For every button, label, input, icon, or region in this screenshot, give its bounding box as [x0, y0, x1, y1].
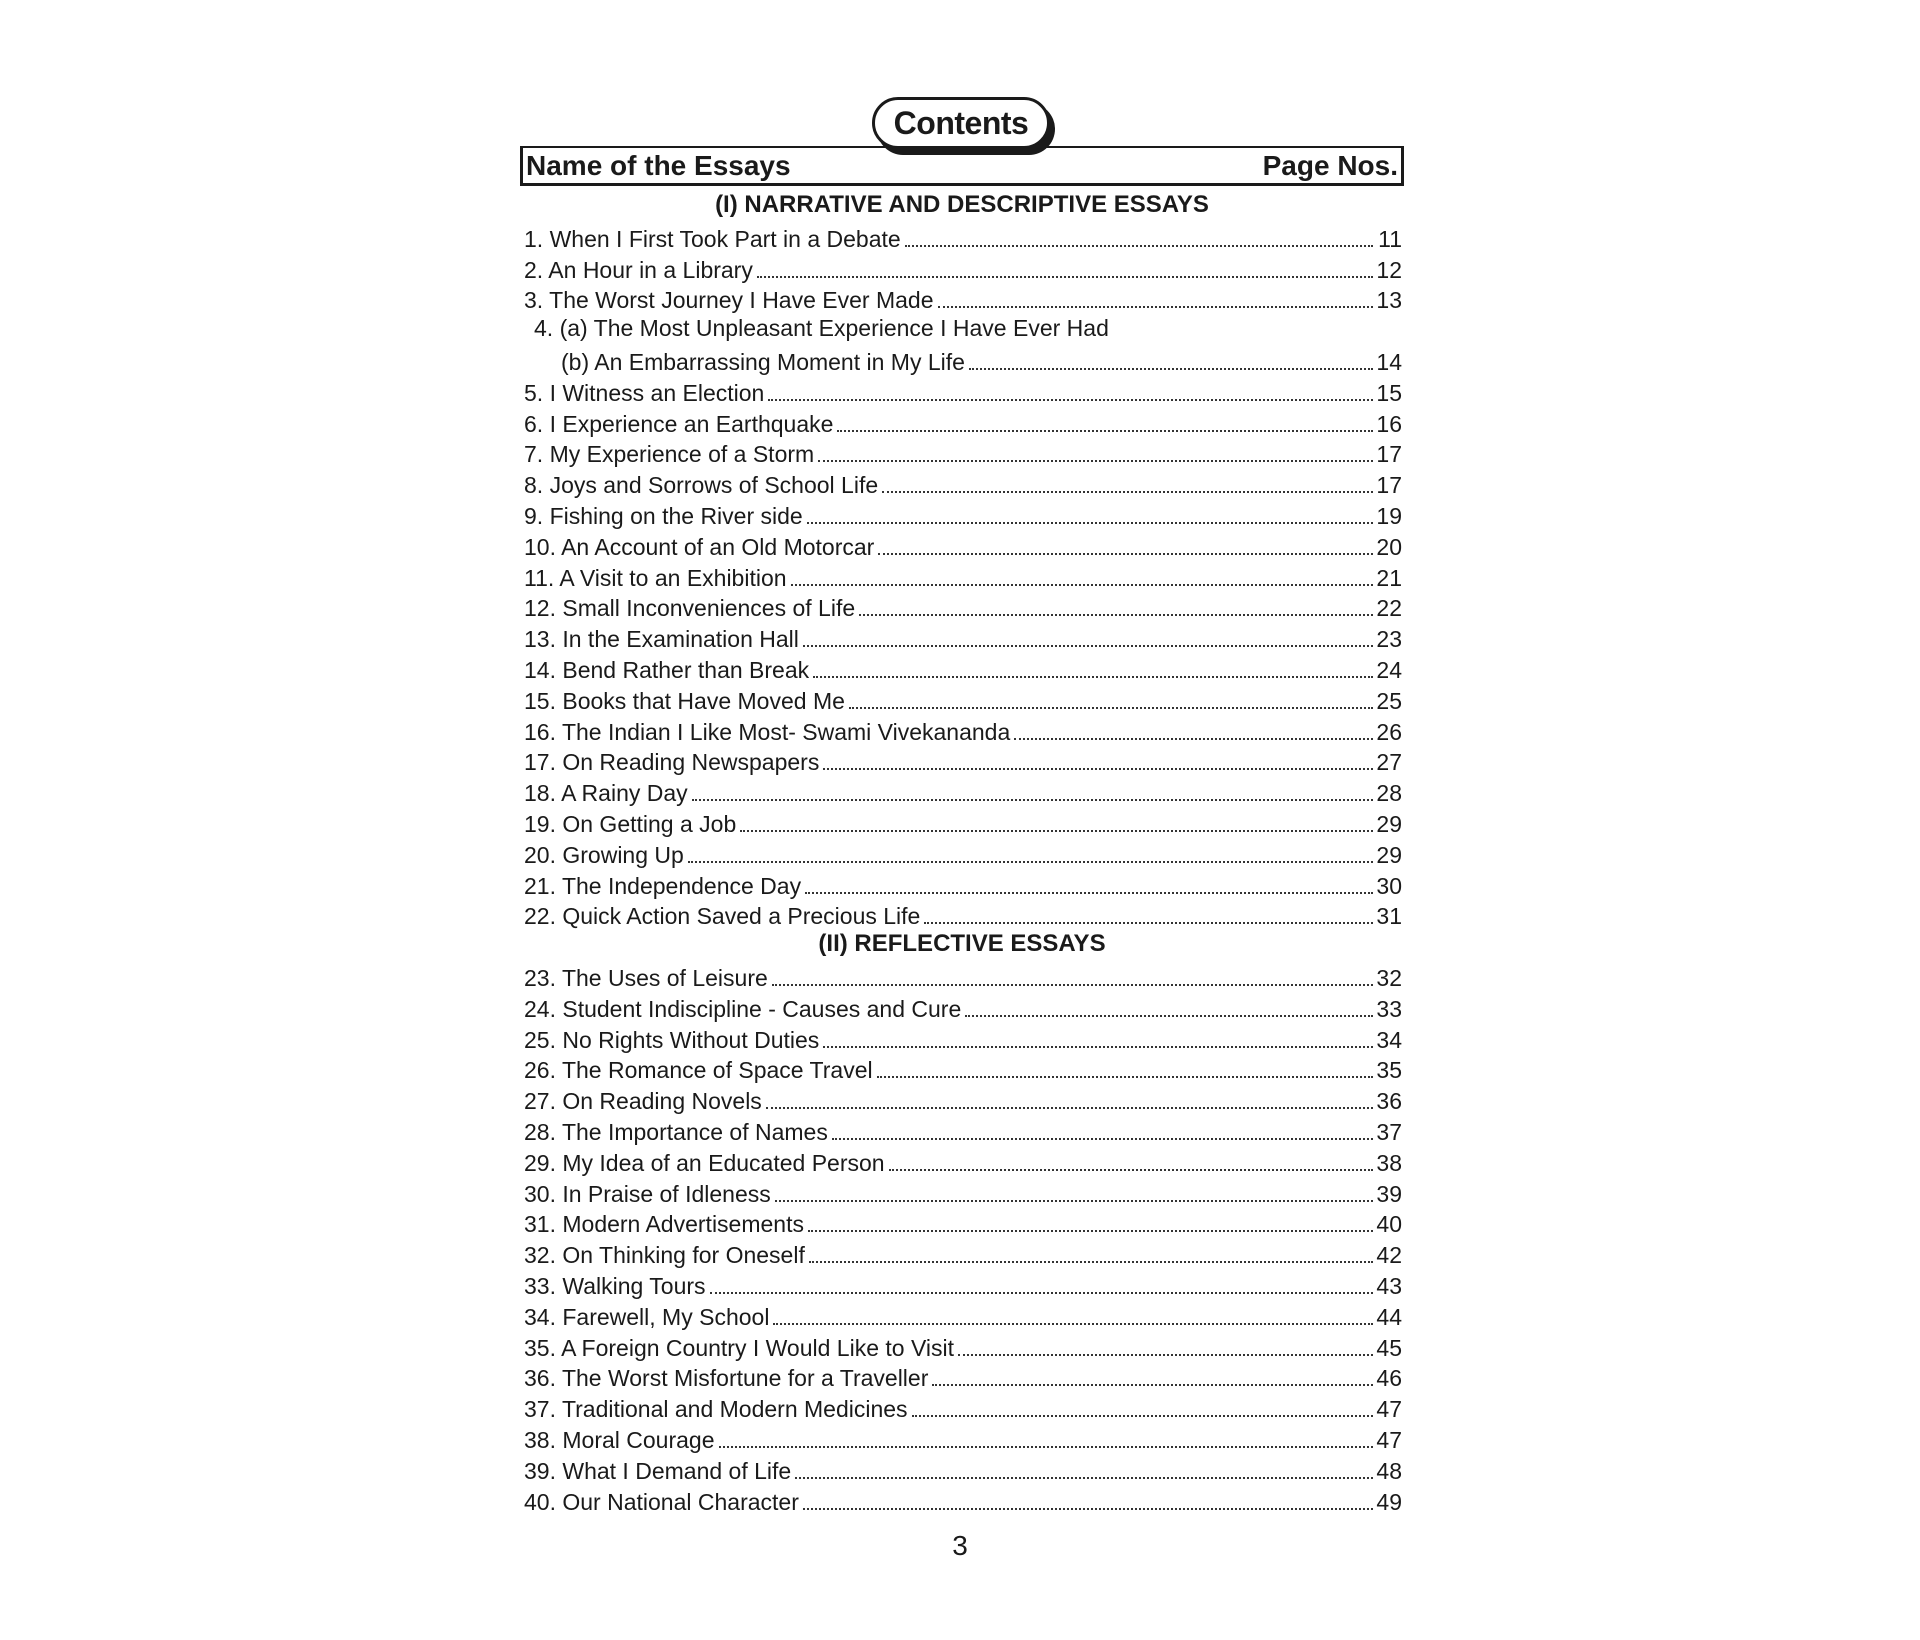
- toc-entry-page: 30: [1376, 872, 1402, 899]
- toc-entry-page: 15: [1376, 379, 1402, 406]
- toc-entry-page: 13: [1376, 287, 1402, 314]
- toc-entry-title: 20. Growing Up: [524, 841, 684, 868]
- toc-entry: [524, 221, 1402, 252]
- toc-entry-page: 47: [1376, 1396, 1402, 1423]
- dot-leader: [823, 1046, 1373, 1048]
- dot-leader: [878, 553, 1373, 555]
- dot-leader: [849, 707, 1373, 709]
- dot-leader: [772, 984, 1373, 986]
- toc-entry: [524, 498, 1402, 529]
- toc-entry: [524, 1052, 1402, 1083]
- dot-leader: [965, 1015, 1373, 1017]
- dot-leader: [688, 861, 1373, 863]
- toc-entry-title: 35. A Foreign Country I Would Like to Visit: [524, 1334, 954, 1361]
- dot-leader: [768, 399, 1373, 401]
- toc-entry-title: 40. Our National Character: [524, 1488, 799, 1515]
- toc-entry-page: 31: [1376, 903, 1402, 930]
- dot-leader: [938, 306, 1374, 308]
- toc-entry-page: 11: [1378, 225, 1402, 252]
- toc-entry-page: 26: [1376, 718, 1402, 745]
- toc-entry-title: 38. Moral Courage: [524, 1427, 715, 1453]
- toc-entry: [524, 1083, 1402, 1114]
- dot-leader: [795, 1477, 1373, 1479]
- toc-entry: [524, 436, 1402, 467]
- toc-entry-page: 19: [1376, 503, 1402, 529]
- toc-entry-page: 43: [1376, 1273, 1402, 1299]
- toc-entry: [524, 960, 1402, 991]
- toc-entry-page: 37: [1376, 1119, 1402, 1145]
- toc-entry: [524, 1484, 1402, 1515]
- toc-entry-title: 11. A Visit to an Exhibition: [524, 564, 787, 591]
- toc-entry-page: 28: [1376, 780, 1402, 807]
- toc-entry: [524, 1299, 1402, 1330]
- toc-entry-page: 49: [1376, 1488, 1402, 1515]
- toc-entry-page: 29: [1376, 811, 1402, 837]
- toc-entry-page: 23: [1376, 626, 1402, 653]
- dot-leader: [757, 276, 1373, 278]
- toc-entry: [524, 837, 1402, 868]
- toc-entry-title: 21. The Independence Day: [524, 872, 802, 899]
- toc-entry-page: 12: [1376, 256, 1402, 283]
- toc-entry-page: 45: [1376, 1334, 1402, 1361]
- toc-entry-page: 38: [1376, 1149, 1402, 1176]
- toc-entry-title: 36. The Worst Misfortune for a Traveller: [524, 1365, 929, 1392]
- dot-leader: [719, 1446, 1374, 1448]
- toc-entry-title: 23. The Uses of Leisure: [524, 965, 768, 991]
- toc-entry-title: 16. The Indian I Like Most- Swami Vivekananda: [524, 718, 1011, 745]
- toc-entry: [524, 1022, 1402, 1053]
- toc-entry: [524, 1391, 1402, 1422]
- toc-entry-title: 25. No Rights Without Duties: [524, 1026, 820, 1053]
- toc-entry-title: 15. Books that Have Moved Me: [524, 687, 845, 714]
- section-heading: (I) NARRATIVE AND DESCRIPTIVE ESSAYS: [715, 191, 1209, 218]
- toc-entry-title: 33. Walking Tours: [524, 1273, 706, 1299]
- toc-entry-title: 24. Student Indiscipline - Causes and Cure: [524, 995, 962, 1022]
- header-page-numbers: Page Nos.: [1262, 149, 1398, 181]
- toc-entry: [524, 282, 1402, 313]
- toc-entry: [524, 1453, 1402, 1484]
- toc-entry: [524, 467, 1402, 498]
- toc-entry: [524, 1145, 1402, 1176]
- dot-leader: [813, 676, 1373, 678]
- toc-entry-page: 35: [1376, 1057, 1402, 1084]
- toc-entry-page: 33: [1376, 995, 1402, 1022]
- toc-entry: [524, 375, 1402, 406]
- toc-entry-page: 32: [1376, 965, 1402, 991]
- section-heading: (II) REFLECTIVE ESSAYS: [818, 930, 1106, 958]
- contents-title: Contents: [872, 97, 1050, 149]
- dot-leader: [924, 922, 1373, 924]
- toc-entry-page: 17: [1376, 472, 1402, 499]
- dot-leader: [877, 1076, 1373, 1078]
- toc-entry-title: 13. In the Examination Hall: [524, 626, 799, 653]
- toc-entry-title: 3. The Worst Journey I Have Ever Made: [524, 287, 934, 314]
- dot-leader: [775, 1200, 1373, 1202]
- toc-entry: [524, 1114, 1402, 1145]
- toc-entry: [524, 252, 1402, 283]
- dot-leader: [805, 892, 1373, 894]
- toc-entry-title: 22. Quick Action Saved a Precious Life: [524, 903, 921, 930]
- toc-entry-page: 48: [1376, 1457, 1402, 1484]
- toc-entry: [524, 868, 1402, 899]
- dot-leader: [932, 1384, 1373, 1386]
- toc-entry-page: 14: [1376, 349, 1402, 375]
- dot-leader: [818, 460, 1373, 462]
- toc-entry-title: 8. Joys and Sorrows of School Life: [524, 472, 879, 499]
- toc-entry-page: 42: [1376, 1242, 1402, 1269]
- toc-entry-title: 29. My Idea of an Educated Person: [524, 1149, 885, 1176]
- toc-entry-title: 34. Farewell, My School: [524, 1303, 770, 1330]
- toc-entry-title: 14. Bend Rather than Break: [524, 657, 810, 683]
- dot-leader: [905, 245, 1373, 247]
- toc-entry-title: 28. The Importance of Names: [524, 1119, 828, 1145]
- toc-entry-page: 25: [1376, 687, 1402, 714]
- dot-leader: [692, 799, 1373, 801]
- toc-entry-page: 29: [1376, 841, 1402, 868]
- toc-entry-title: 37. Traditional and Modern Medicines: [524, 1396, 908, 1423]
- toc-entry: [524, 1360, 1402, 1391]
- toc-entry: [561, 344, 1402, 375]
- toc-entry: [524, 406, 1402, 437]
- toc-entry: [524, 775, 1402, 806]
- toc-entry: [524, 560, 1402, 591]
- toc-entry: 4. (a) The Most Unpleasant Experience I Have Ever Had: [534, 315, 1109, 342]
- toc-entry-page: 39: [1376, 1180, 1402, 1207]
- toc-entry-title: 17. On Reading Newspapers: [524, 749, 820, 776]
- header-essay-names: Name of the Essays: [526, 149, 791, 181]
- toc-entry: [524, 1237, 1402, 1268]
- toc-entry: [524, 1206, 1402, 1237]
- toc-entry-page: 36: [1376, 1088, 1402, 1115]
- dot-leader: [808, 1230, 1373, 1232]
- toc-entry-page: 46: [1376, 1365, 1402, 1392]
- toc-entry-title: 27. On Reading Novels: [524, 1088, 762, 1115]
- toc-entry: [524, 652, 1402, 683]
- toc-entry-title: 19. On Getting a Job: [524, 811, 737, 837]
- dot-leader: [740, 830, 1373, 832]
- toc-entry: [524, 1422, 1402, 1453]
- dot-leader: [882, 491, 1373, 493]
- dot-leader: [832, 1138, 1373, 1140]
- toc-entry-title: 39. What I Demand of Life: [524, 1457, 792, 1484]
- dot-leader: [803, 645, 1373, 647]
- toc-entry-title: 31. Modern Advertisements: [524, 1211, 804, 1238]
- dot-leader: [912, 1415, 1373, 1417]
- toc-entry-page: 34: [1376, 1026, 1402, 1053]
- contents-header: [520, 146, 1404, 186]
- dot-leader: [1014, 738, 1373, 740]
- toc-entry-page: 22: [1376, 595, 1402, 622]
- toc-entry: [524, 590, 1402, 621]
- toc-entry-title: 6. I Experience an Earthquake: [524, 410, 834, 437]
- toc-entry-page: 20: [1376, 533, 1402, 560]
- dot-leader: [889, 1169, 1373, 1171]
- toc-entry: [524, 714, 1402, 745]
- toc-entry: [524, 744, 1402, 775]
- page-number: 3: [952, 1530, 968, 1561]
- dot-leader: [710, 1292, 1373, 1294]
- toc-entry-title: 32. On Thinking for Oneself: [524, 1242, 805, 1269]
- dot-leader: [859, 614, 1373, 616]
- toc-entry: [524, 1268, 1402, 1299]
- toc-entry-title: 2. An Hour in a Library: [524, 256, 753, 283]
- toc-entry: [524, 529, 1402, 560]
- toc-entry-title: 5. I Witness an Election: [524, 379, 765, 406]
- dot-leader: [958, 1354, 1373, 1356]
- dot-leader: [803, 1508, 1373, 1510]
- toc-entry-title: 9. Fishing on the River side: [524, 503, 803, 529]
- toc-entry-title: 30. In Praise of Idleness: [524, 1180, 771, 1207]
- toc-entry-title: 12. Small Inconveniences of Life: [524, 595, 856, 622]
- toc-entry-title: 10. An Account of an Old Motorcar: [524, 533, 875, 560]
- toc-entry-page: 27: [1376, 749, 1402, 776]
- dot-leader: [791, 584, 1373, 586]
- dot-leader: [969, 368, 1373, 370]
- toc-entry-title: (b) An Embarrassing Moment in My Life: [561, 349, 965, 375]
- dot-leader: [823, 768, 1373, 770]
- toc-entry-title: 1. When I First Took Part in a Debate: [524, 225, 901, 252]
- dot-leader: [809, 1261, 1373, 1263]
- toc-entry: [524, 898, 1402, 929]
- toc-entry: [524, 806, 1402, 837]
- toc-entry-page: 44: [1376, 1303, 1402, 1330]
- toc-entry-page: 17: [1376, 441, 1402, 468]
- toc-entry-page: 40: [1376, 1211, 1402, 1238]
- toc-entry: [524, 1330, 1402, 1361]
- dot-leader: [807, 522, 1373, 524]
- dot-leader: [773, 1323, 1373, 1325]
- toc-entry-page: 47: [1376, 1427, 1402, 1453]
- dot-leader: [766, 1107, 1373, 1109]
- toc-entry: [524, 1176, 1402, 1207]
- toc-entry-page: 16: [1376, 410, 1402, 437]
- toc-entry: [524, 621, 1402, 652]
- toc-entry-title: 7. My Experience of a Storm: [524, 441, 815, 468]
- toc-entry-title: 26. The Romance of Space Travel: [524, 1057, 873, 1084]
- toc-entry-page: 21: [1376, 564, 1402, 591]
- dot-leader: [837, 430, 1373, 432]
- toc-entry: [524, 991, 1402, 1022]
- toc-entry-title: 18. A Rainy Day: [524, 780, 688, 807]
- toc-entry-page: 24: [1376, 657, 1402, 683]
- toc-entry: [524, 683, 1402, 714]
